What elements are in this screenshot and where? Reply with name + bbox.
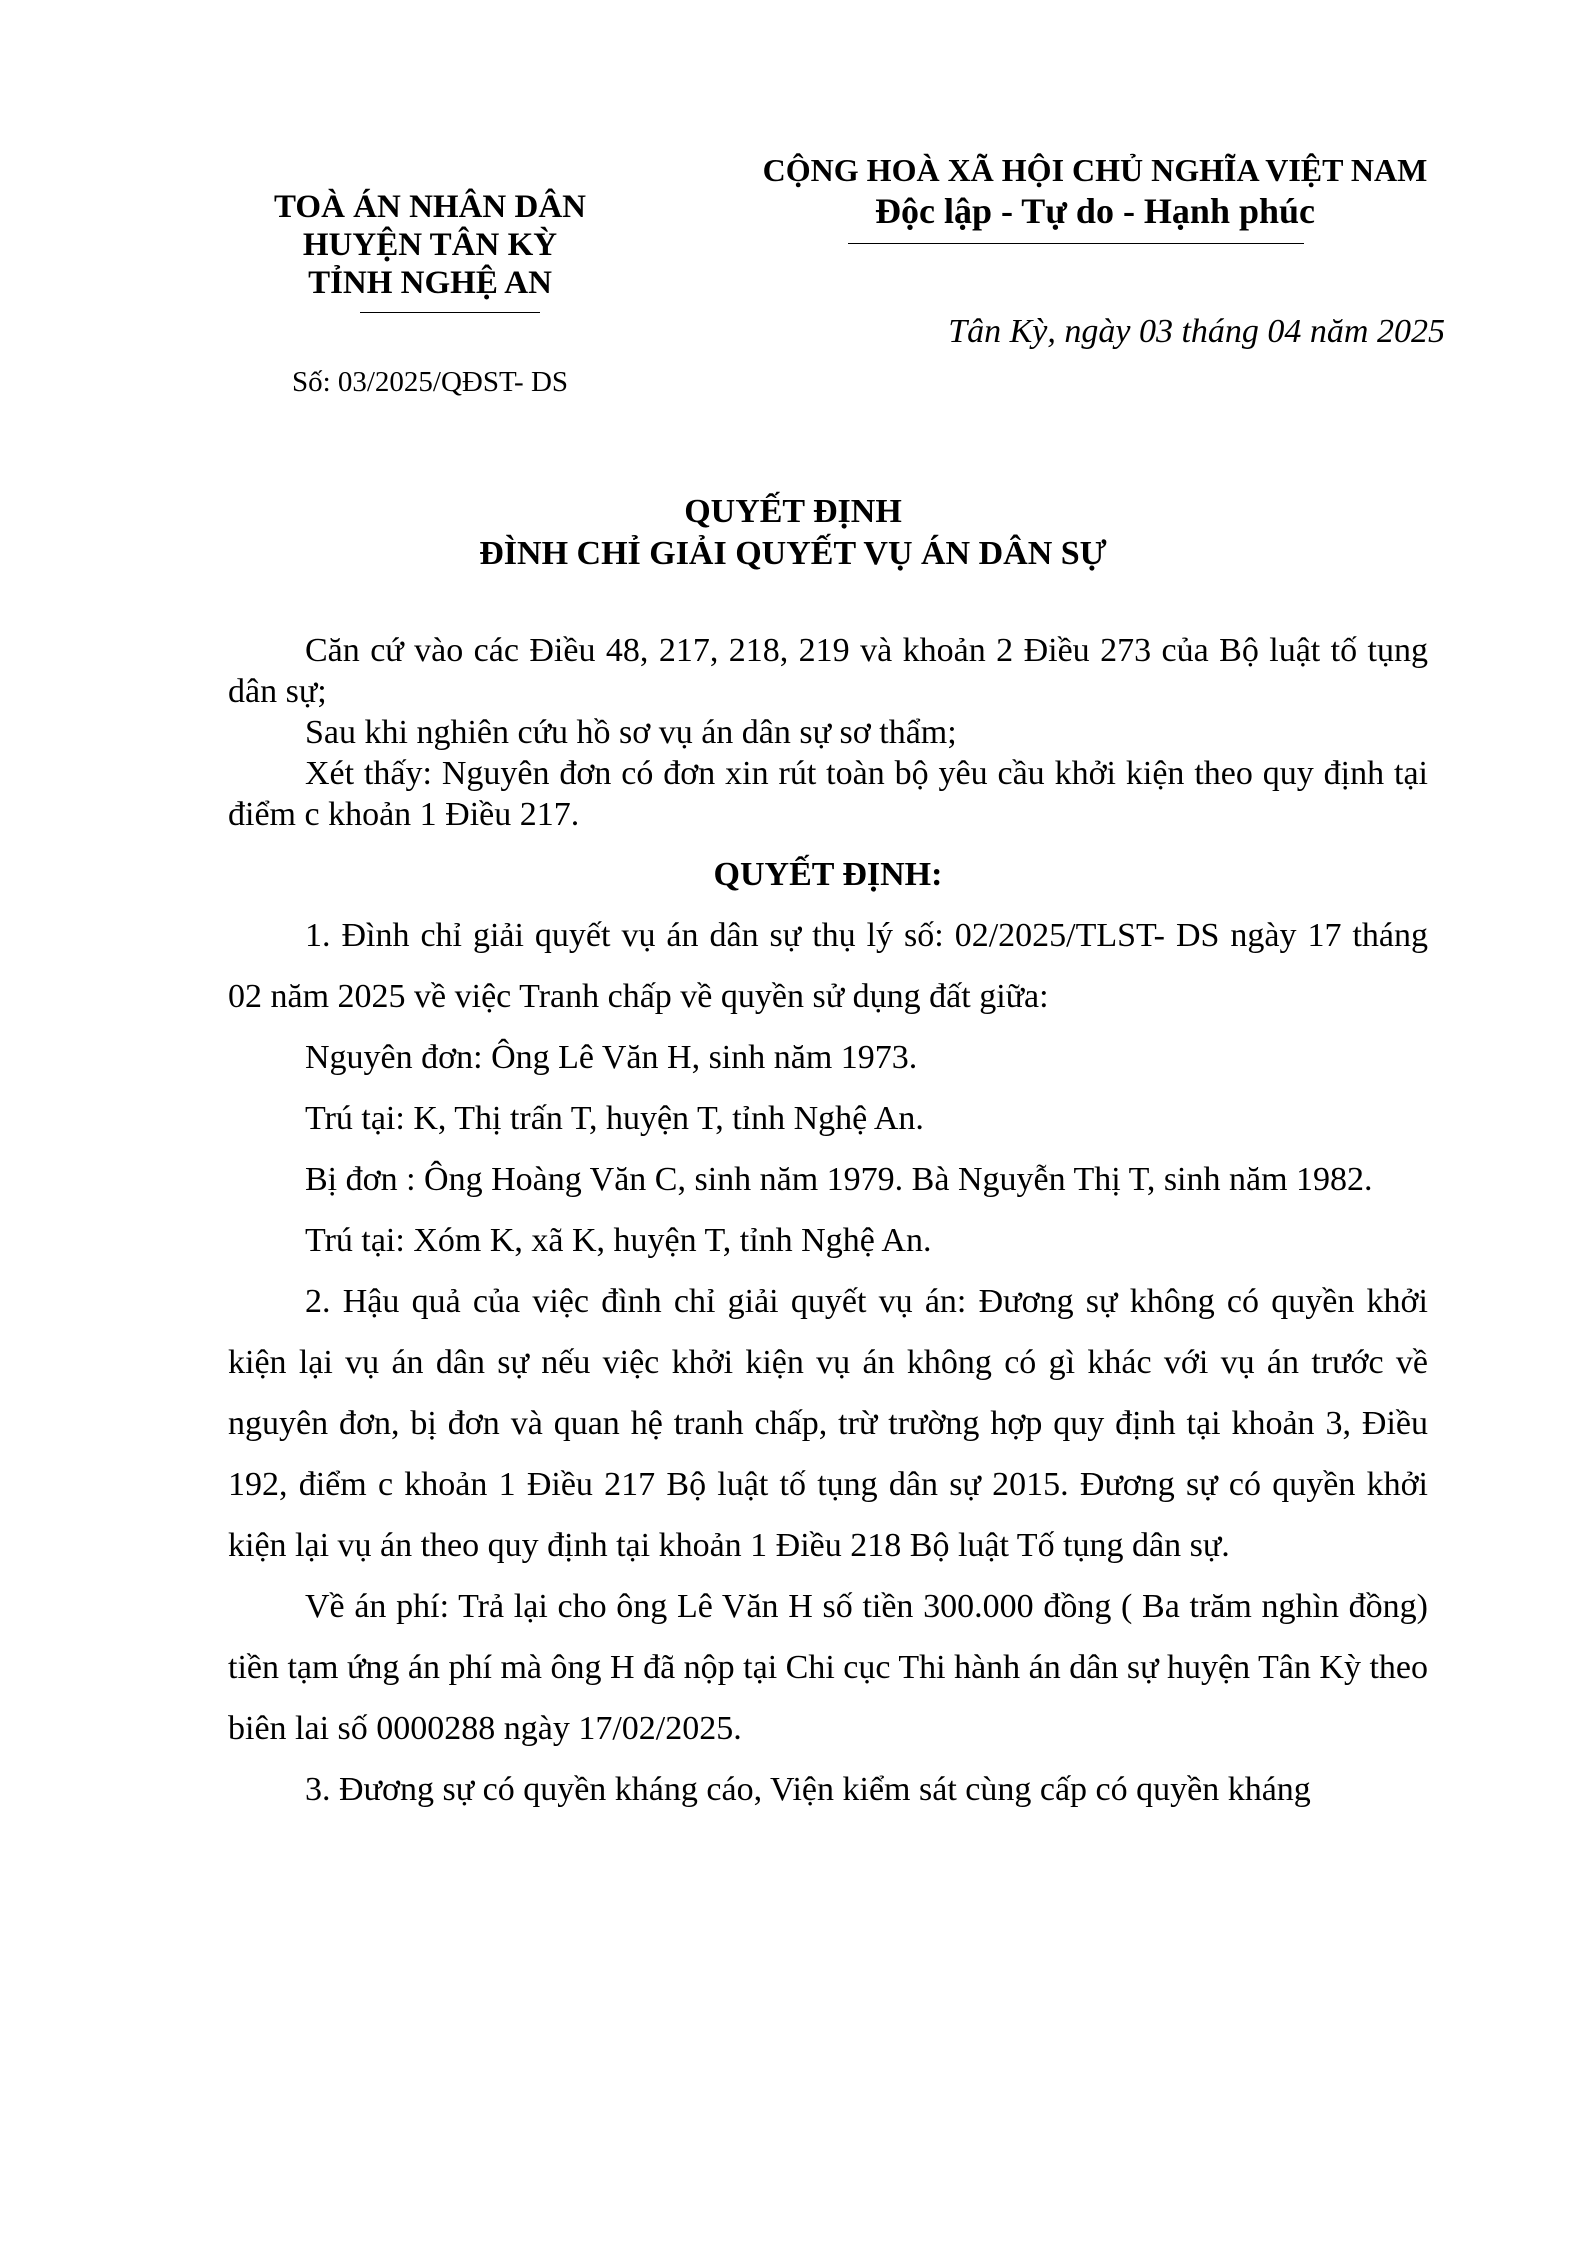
- defendant-info: Bị đơn : Ông Hoàng Văn C, sinh năm 1979. Bà Nguyễn Thị T, sinh năm 1982.: [305, 1161, 1373, 1198]
- document-title: QUYẾT ĐỊNH: [684, 493, 902, 530]
- document-number: Số: 03/2025/QĐST- DS: [291, 366, 569, 398]
- preamble-legal-basis: Căn cứ vào các Điều 48, 217, 218, 219 và khoản 2 Điều 273 của Bộ luật tố tụng dân sự;: [228, 632, 1428, 710]
- court-name-line1: TOÀ ÁN NHÂN DÂN: [274, 189, 586, 225]
- document-body: [228, 630, 1428, 1820]
- national-title: CỘNG HOÀ XÃ HỘI CHỦ NGHĨA VIỆT NAM: [762, 152, 1428, 188]
- national-motto: Độc lập - Tự do - Hạnh phúc: [874, 191, 1316, 231]
- decision-item-1: 1. Đình chỉ giải quyết vụ án dân sự thụ lý số: 02/2025/TLST- DS ngày 17 tháng 02 năm 2025 về việc Tranh chấp về quyền sử dụng đất giữa:: [228, 917, 1428, 1015]
- document-date: Tân Kỳ, ngày 03 tháng 04 năm 2025: [948, 313, 1445, 350]
- preamble-review: Sau khi nghiên cứu hồ sơ vụ án dân sự sơ thẩm;: [305, 714, 957, 751]
- defendant-address: Trú tại: Xóm K, xã K, huyện T, tỉnh Nghệ An.: [305, 1222, 932, 1259]
- document-subtitle: ĐÌNH CHỈ GIẢI QUYẾT VỤ ÁN DÂN SỰ: [479, 535, 1107, 572]
- decision-item-3: 3. Đương sự có quyền kháng cáo, Viện kiểm sát cùng cấp có quyền kháng: [305, 1771, 1311, 1808]
- motto-underline: [848, 243, 1304, 244]
- court-name-line3: TỈNH NGHỆ AN: [308, 265, 552, 301]
- court-name-line2: HUYỆN TÂN KỲ: [302, 227, 558, 263]
- plaintiff-info: Nguyên đơn: Ông Lê Văn H, sinh năm 1973.: [305, 1039, 918, 1076]
- decision-heading: QUYẾT ĐỊNH:: [713, 856, 943, 893]
- court-name-underline: [360, 312, 540, 313]
- court-fee-paragraph: Về án phí: Trả lại cho ông Lê Văn H số tiền 300.000 đồng ( Ba trăm nghìn đồng) tiền tạm ứng án phí mà ông H đã nộp tại Chi cục Thi hành án dân sự huyện Tân Kỳ theo biên lai số 0000288 ngày 17/02/2025.: [228, 1588, 1428, 1747]
- plaintiff-address: Trú tại: K, Thị trấn T, huyện T, tỉnh Nghệ An.: [305, 1100, 924, 1137]
- preamble-finding: Xét thấy: Nguyên đơn có đơn xin rút toàn bộ yêu cầu khởi kiện theo quy định tại điểm c khoản 1 Điều 217.: [228, 755, 1428, 833]
- decision-item-2: 2. Hậu quả của việc đình chỉ giải quyết vụ án: Đương sự không có quyền khởi kiện lại vụ án dân sự nếu việc khởi kiện vụ án không có gì khác với vụ án trước về nguyên đơn, bị đơn và quan hệ tranh chấp, trừ trường hợp quy định tại khoản 3, Điều 192, điểm c khoản 1 Điều 217 Bộ luật tố tụng dân sự 2015. Đương sự có quyền khởi kiện lại vụ án theo quy định tại khoản 1 Điều 218 Bộ luật Tố tụng dân sự.: [228, 1283, 1428, 1564]
- court-name-block: [230, 188, 630, 302]
